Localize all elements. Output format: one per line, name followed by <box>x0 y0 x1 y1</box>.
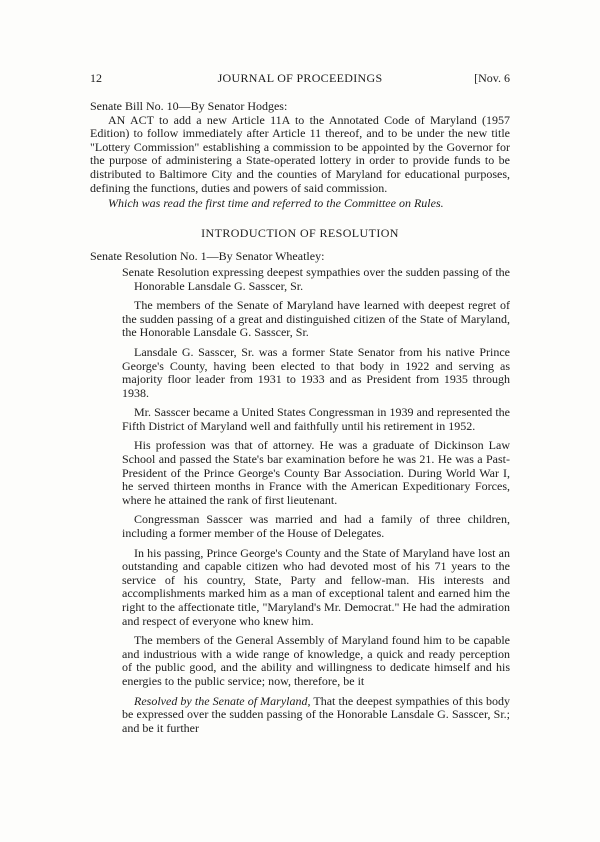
resolution-paragraph: The members of the General Assembly of Maryland found him to be capable and industrious with a wide range of knowledge, a quick and ready perception of the public good, and the ability and willingness to dedicate himself and his energies to the public service; now, therefore, be it <box>122 633 510 688</box>
page-number: 12 <box>90 71 102 85</box>
bill-referral-note: Which was read the first time and referred to the Committee on Rules. <box>108 196 444 211</box>
resolved-text: That the deepest sympathies of this body be expressed over the sudden passing of the Honorable Lansdale G. Sasscer, Sr.; and be it further <box>122 693 511 735</box>
resolution-body <box>122 266 510 735</box>
resolution-paragraph: Lansdale G. Sasscer, Sr. was a former State Senator from his native Prince George's County, having been elected to that body in 1922 and serving as majority floor leader from 1931 to 1933 and as President from 1935 through 1938. <box>122 344 510 400</box>
resolved-phrase: Resolved by the Senate of Maryland, <box>134 693 311 708</box>
resolution-paragraph: In his passing, Prince George's County and the State of Maryland have lost an outstanding and capable citizen who had devoted most of his 71 years to the service of his country, State, Party and fellow-man. His interests and accomplishments marked him as a man of exceptional talent and earned him the right to the affectionate title, "Maryland's Mr. Democrat." He had the admiration and respect of everyone who knew him. <box>122 545 510 628</box>
resolution-paragraph: Congressman Sasscer was married and had a family of three children, including a former member of the House of Delegates. <box>122 512 510 541</box>
running-title: JOURNAL OF PROCEEDINGS <box>217 71 383 85</box>
header-date: [Nov. 6 <box>474 71 510 85</box>
resolution-intro: Senate Resolution expressing deepest sympathies over the sudden passing of the Honorable Lansdale G. Sasscer, Sr. <box>122 264 510 293</box>
page-body <box>90 100 510 735</box>
resolution-title: Senate Resolution No. 1—By Senator Wheatley: <box>90 249 325 264</box>
section-heading: INTRODUCTION OF RESOLUTION <box>201 225 399 240</box>
bill-text: AN ACT to add a new Article 11A to the Annotated Code of Maryland (1957 Edition) to follow immediately after Article 11 thereof, and to be under the new title "Lottery Commission" establishing a commission to be appointed by the Governor for the purpose of administering a State-operated lottery in order to provide funds to be distributed to Baltimore City and the counties of Maryland for educational purposes, defining the functions, duties and powers of said commission. <box>90 112 510 195</box>
resolution-paragraph: The members of the Senate of Maryland have learned with deepest regret of the sudden passing of a great and distinguished citizen of the State of Maryland, the Honorable Lansdale G. Sasscer, Sr. <box>122 298 510 340</box>
page-header <box>90 72 510 88</box>
resolution-paragraph: Mr. Sasscer became a United States Congressman in 1939 and represented the Fifth District of Maryland well and faithfully until his retirement in 1952. <box>122 405 510 433</box>
resolution-paragraph: His profession was that of attorney. He was a graduate of Dickinson Law School and passed the State's bar examination before he was 21. He was a Past-President of the Prince George's County Bar Association. During World War I, he served thirteen months in France with the American Expeditionary Forces, where he attained the rank of first lieutenant. <box>122 438 510 507</box>
resolved-clause <box>122 695 510 736</box>
bill-title: Senate Bill No. 10—By Senator Hodges: <box>90 99 288 113</box>
